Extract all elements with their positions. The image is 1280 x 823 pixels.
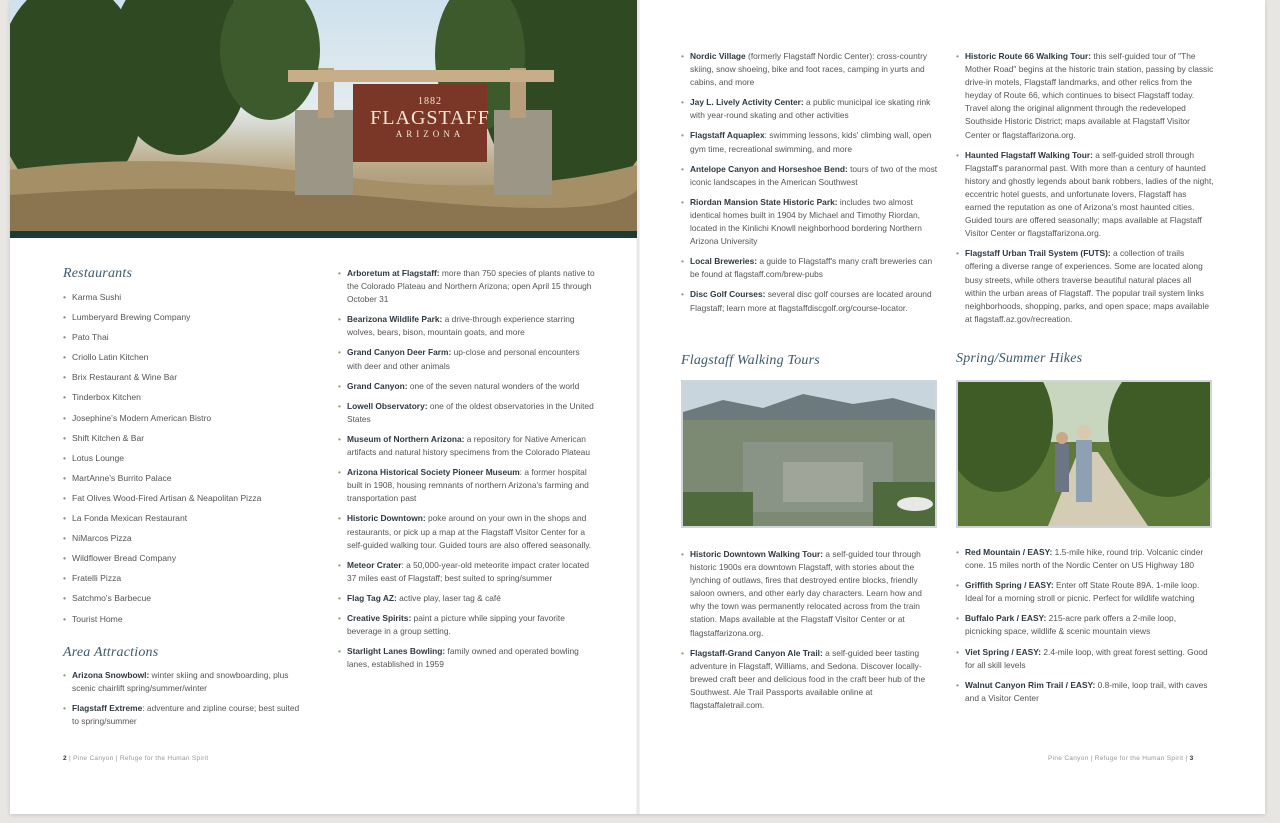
list-item (338, 267, 596, 306)
item-name: Flagstaff Extreme (72, 703, 143, 714)
item-description: one of the seven natural wonders of the world (407, 380, 580, 391)
item-description: active play, laser tag & café (396, 592, 501, 603)
item-name: Riordan Mansion State Historic Park: (690, 196, 838, 207)
list-item: • Tinderbox Kitchen (63, 387, 323, 407)
hikes-heading: Spring/Summer Hikes (956, 351, 1083, 366)
list-item (956, 679, 1214, 705)
list-item (338, 559, 596, 585)
sign-text (365, 96, 495, 139)
list-item (681, 647, 939, 712)
item-description: : swimming lessons, kids' climbing wall, open gym time, recreational swimming, and more (690, 130, 932, 154)
list-item (338, 400, 596, 426)
list-item: • Fat Olives Wood-Fired Artisan & Neapolitan Pizza (63, 488, 323, 508)
item-name: Starlight Lanes Bowling: (347, 646, 446, 657)
list-item: • Shift Kitchen & Bar (63, 428, 323, 448)
list-item (338, 592, 596, 605)
list-item (338, 433, 596, 459)
restaurants-list (63, 287, 323, 629)
list-item (681, 548, 939, 640)
list-item: • MartAnne's Burrito Palace (63, 468, 323, 488)
item-description: a self-guided tour through historic 1900s era downtown Flagstaff, with stories about the lynching of outlaws, fires that destroyed entire blocks, friendly saloon owners, and other early day characters. Learn how and why the town was permanently relocated across from the train station. Maps available at the Flagstaff Visitor Center or at flagstaffarizona.org. (690, 549, 922, 638)
list-item: • NiMarcos Pizza (63, 528, 323, 548)
list-item: • Pato Thai (63, 327, 323, 347)
sign-state: ARIZONA (395, 129, 465, 139)
item-name: Flag Tag AZ: (347, 592, 397, 603)
item-name: Lowell Observatory: (347, 400, 428, 411)
list-item (956, 50, 1214, 142)
item-description: several disc golf courses are located around Flagstaff; learn more at flagstaffdiscgolf.org/course-locator. (690, 289, 932, 313)
list-item (956, 149, 1214, 241)
attractions-list-col2 (338, 267, 596, 678)
item-name: Creative Spirits: (347, 612, 412, 623)
item-name: Flagstaff Aquaplex (690, 130, 765, 141)
item-name: Flagstaff Urban Trail System (FUTS): (965, 248, 1111, 259)
list-item (338, 313, 596, 339)
hero-photo-flagstaff-sign (10, 0, 637, 238)
item-description: a public municipal ice skating rink with year-round skating and other activities (690, 97, 931, 121)
item-description: more than 750 species of plants native to the Colorado Plateau and Northern Arizona; open April 15 through October 31 (347, 268, 595, 305)
walking-tours-list (681, 548, 939, 719)
item-name: Grand Canyon: (347, 380, 408, 391)
list-item (63, 702, 303, 728)
list-item: • Lotus Lounge (63, 448, 323, 468)
page-number-right: 3 (1189, 755, 1194, 762)
footer-right (1048, 755, 1194, 762)
list-item: • Brix Restaurant & Wine Bar (63, 367, 323, 387)
footer-left-text: | Pine Canyon | Refuge for the Human Spirit (66, 755, 209, 762)
list-item (956, 546, 1214, 572)
item-name: Meteor Crater (347, 559, 402, 570)
hikes-list (956, 546, 1214, 712)
item-name: Local Breweries: (690, 256, 758, 267)
item-name: Walnut Canyon Rim Trail / EASY: (965, 679, 1096, 690)
item-description: a self-guided stroll through Flagstaff's paranormal past. With more than a century of haunted history and ghostly legends about bank robbers, ladies of the night, eccentric hotel guests, and unfortunate lovers, Flagstaff has earned the reputation as one of Arizona's most haunted cities. Guided tours are offered seasonally; maps available at Flagstaff Visitor Center or flagstaffarizona.org. (965, 149, 1214, 239)
item-name: Bearizona Wildlife Park: (347, 314, 443, 325)
page-number-left: 2 (63, 755, 67, 762)
list-item: • Josephine's Modern American Bistro (63, 408, 323, 428)
item-description: : a 50,000-year-old meteorite impact crater located 37 miles east of Flagstaff; best suited to spring/summer (347, 559, 590, 583)
list-item: • Criollo Latin Kitchen (63, 347, 323, 367)
item-name: Red Mountain / EASY: (965, 547, 1053, 557)
list-item (681, 129, 939, 155)
item-description: 1.5-mile hike, round trip. Volcanic cinder cone. 15 miles north of the Nordic Center on US Highway 180 (965, 547, 1204, 571)
item-description: poke around on your own in the shops and restaurants, or pick up a map at the Flagstaff Visitor Center for a self-guided walking tour. Guided tours are also offered seasonally. (347, 513, 592, 550)
sign-year: 1882 (418, 96, 442, 107)
area-attractions-heading: Area Attractions (63, 645, 159, 660)
attractions-list-col4 (956, 50, 1214, 333)
list-item (63, 669, 303, 695)
list-item (338, 466, 596, 505)
item-description: 2.4-mile loop, with great forest setting. Good for all skill levels (965, 646, 1208, 670)
item-description: a collection of trails offering a diverse range of experiences. Some are located along busy streets, while others traverse beautiful natural places all within the urban areas of Flagstaff. The popular trail system links neighborhoods, shopping, parks, and open space; maps available at flagstaff.az.gov/recreation. (965, 248, 1209, 324)
item-description: Enter off State Route 89A. 1-mile loop. Ideal for a morning stroll or picnic. Perfect for wildlife watching (965, 580, 1200, 604)
item-name: Jay L. Lively Activity Center: (690, 97, 804, 108)
item-name: Historic Downtown Walking Tour: (690, 549, 824, 559)
item-name: Viet Spring / EASY: (965, 646, 1042, 657)
list-item (338, 346, 596, 372)
item-description: includes two almost identical homes built in 1904 by Michael and Timothy Riordan, located in the Kinlichi Knowll neighborhood bordering Northern Arizona University (690, 196, 922, 247)
list-item: • Fratelli Pizza (63, 568, 323, 588)
item-description: one of the oldest observatories in the United States (347, 400, 594, 424)
item-name: Griffith Spring / EASY: (965, 580, 1054, 591)
walking-tours-heading: Flagstaff Walking Tours (681, 353, 820, 368)
hero-scene-illustration (10, 0, 637, 238)
item-name: Museum of Northern Arizona: (347, 433, 465, 444)
list-item (681, 96, 939, 122)
item-description: 0.8-mile, loop trail, with caves and a Visitor Center (965, 679, 1208, 703)
restaurants-heading: Restaurants (63, 266, 133, 281)
item-description: a self-guided beer tasting adventure in Flagstaff, Williams, and Sedona. Discover locally-brewed craft beer and delicious food in the craft beer hub of the Southwest. Ale Trail Passports available online at flagstaffaletrail.com. (690, 647, 926, 711)
item-description: 215-acre park offers a 2-mile loop, picnicking space, wildlife & scenic mountain views (965, 613, 1177, 637)
attractions-list-col1 (63, 669, 303, 735)
item-name: Haunted Flagstaff Walking Tour: (965, 149, 1093, 160)
item-description: a drive-through experience starring wolves, bears, bison, mountain goats, and more (347, 314, 575, 338)
footer-left (63, 755, 209, 762)
footer-right-text: Pine Canyon | Refuge for the Human Spirit | (1048, 755, 1190, 762)
list-item: • Karma Sushi (63, 287, 323, 307)
item-description: up-close and personal encounters with deer and other animals (347, 347, 580, 371)
item-name: Historic Route 66 Walking Tour: (965, 51, 1092, 61)
item-description: winter skiing and snowboarding, plus scenic chairlift spring/summer/winter (72, 670, 289, 694)
item-description: this self-guided tour of "The Mother Road" begins at the historic train station, passing by classic drive-in motels, Flagstaff landmarks, and other relics from the heyday of Route 66, which continues to bisect Flagstaff today. Travel along the original alignment through the redeveloped Southside Historic District; maps available at Flagstaff Visitor Center or flagstaffarizona.org. (965, 51, 1214, 140)
item-description: tours of two of the most iconic landscapes in the American Southwest (690, 163, 938, 187)
item-description: (formerly Flagstaff Nordic Center): cross-country skiing, snow shoeing, bike and foot races, camping in yurts and cabins, and more (690, 51, 928, 88)
list-item: • Wildflower Bread Company (63, 548, 323, 568)
list-item: • La Fonda Mexican Restaurant (63, 508, 323, 528)
item-description: a guide to Flagstaff's many craft breweries can be found at flagstaff.com/brew-pubs (690, 256, 933, 280)
sign-name: FLAGSTAFF (370, 107, 490, 129)
list-item: • Satchmo's Barbecue (63, 588, 323, 608)
list-item (338, 380, 596, 393)
photo-hikers-trail (956, 380, 1212, 528)
list-item (681, 163, 939, 189)
photo-flagstaff-aerial (681, 380, 937, 528)
list-item (956, 646, 1214, 672)
item-name: Flagstaff-Grand Canyon Ale Trail: (690, 647, 823, 658)
list-item (681, 196, 939, 248)
item-name: Arizona Historical Society Pioneer Museum (347, 467, 520, 478)
item-name: Grand Canyon Deer Farm: (347, 347, 452, 358)
list-item (956, 579, 1214, 605)
list-item (956, 612, 1214, 638)
list-item (338, 612, 596, 638)
item-name: Antelope Canyon and Horseshoe Bend: (690, 163, 848, 174)
item-description: : adventure and zipline course; best suited to spring/summer (72, 703, 300, 727)
list-item: • Lumberyard Brewing Company (63, 307, 323, 327)
item-name: Nordic Village (690, 51, 746, 61)
list-item (681, 288, 939, 314)
list-item (681, 50, 939, 89)
list-item (338, 512, 596, 551)
item-description: a repository for Native American artifacts and natural history specimens from the Colorado Plateau (347, 433, 590, 458)
item-name: Disc Golf Courses: (690, 289, 766, 300)
item-description: family owned and operated bowling lanes, established in 1959 (347, 646, 579, 670)
hero-bottom-band (10, 231, 637, 238)
attractions-list-col3 (681, 50, 939, 322)
list-item: • Tourist Home (63, 609, 323, 629)
item-name: Arboretum at Flagstaff: (347, 268, 440, 278)
item-name: Historic Downtown: (347, 513, 426, 524)
item-description: : a former hospital built in 1908, housing remnants of northern Arizona's farming and transportation past (347, 467, 589, 504)
item-description: paint a picture while sipping your favorite beverage in a group setting. (347, 612, 565, 637)
list-item (956, 247, 1214, 326)
list-item (338, 645, 596, 671)
list-item (681, 255, 939, 281)
item-name: Arizona Snowbowl: (72, 670, 150, 680)
item-name: Buffalo Park / EASY: (965, 613, 1047, 624)
